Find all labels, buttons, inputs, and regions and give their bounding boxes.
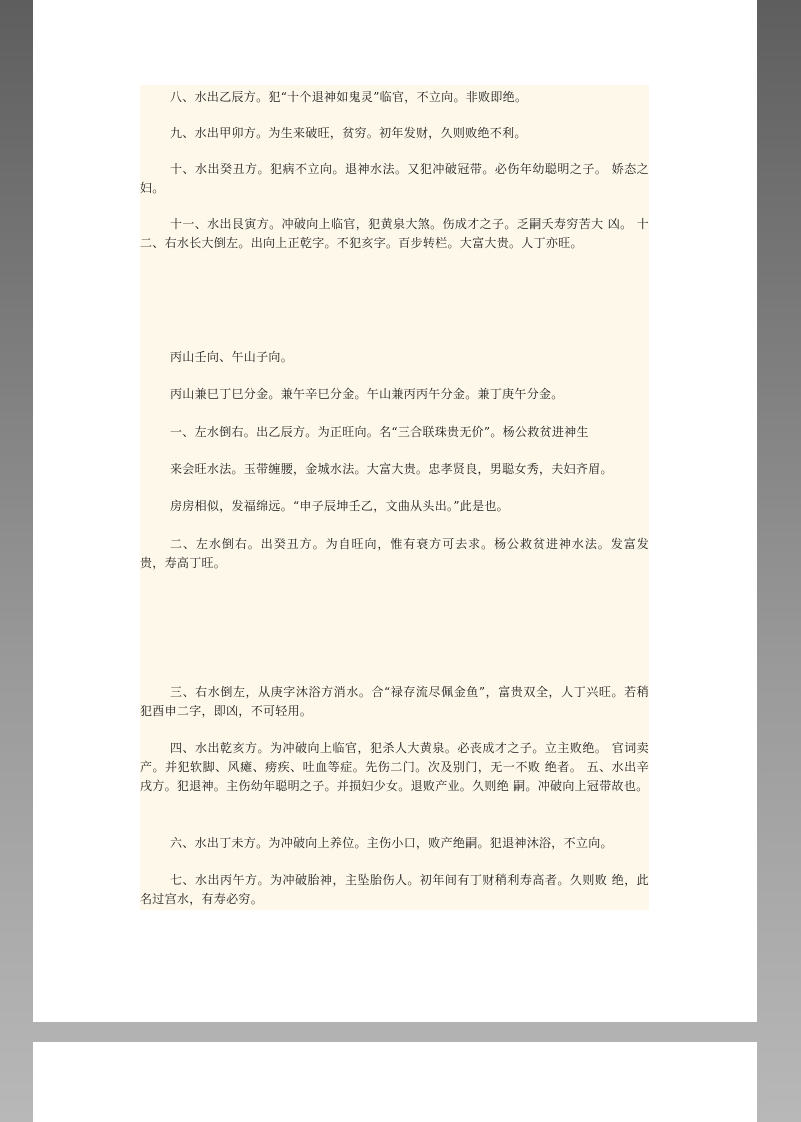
paragraph: 七、水出丙午方。为冲破胎神，主坠胎伤人。初年间有丁财稍利寿高者。久则败 绝，此名过宫水，有寿必穷。 (140, 873, 649, 906)
next-document-page (33, 1042, 757, 1122)
paragraph: 二、左水倒右。出癸丑方。为自旺向，惟有衰方可去求。杨公救贫进神水法。发富发贵，寿高丁旺。 (140, 537, 649, 570)
paragraph: 房房相似，发福绵远。“申子辰坤壬乙，文曲从头出。”此是也。 (170, 499, 509, 513)
paragraph: 十、水出癸丑方。犯病不立向。退神水法。又犯冲破冠带。必伤年幼聪明之子。 娇态之妇。 (140, 162, 649, 195)
paragraph: 九、水出甲卯方。为生来破旺，贫穷。初年发财，久则败绝不利。 (170, 126, 527, 140)
paragraph: 八、水出乙辰方。犯“十个退神如鬼灵”临官，不立向。非败即绝。 (170, 90, 528, 104)
paragraph: 一、左水倒右。出乙辰方。为正旺向。名“三合联珠贵无价”。杨公救贫进神生 (170, 425, 589, 439)
document-page (33, 0, 757, 1022)
paragraph: 十一、水出艮寅方。冲破向上临官，犯黄泉大煞。伤成才之子。乏嗣夭寿穷苦大 凶。 十二、右水长大倒左。出向上正乾字。不犯亥字。百步转栏。大富大贵。人丁亦旺。 (140, 217, 649, 250)
paragraph: 丙山兼巳丁巳分金。兼午辛巳分金。午山兼丙丙午分金。兼丁庚午分金。 (170, 387, 564, 401)
paragraph: 三、右水倒左，从庚字沐浴方消水。合“禄存流尽佩金鱼”，富贵双全，人丁兴旺。若稍犯酉申二字，即凶，不可轻用。 (140, 685, 649, 718)
paragraph: 丙山壬向、午山子向。 (170, 350, 294, 364)
scanned-text-block (140, 85, 649, 910)
paragraph: 来会旺水法。玉带缠腰，金城水法。大富大贵。忠孝贤良，男聪女秀，夫妇齐眉。 (170, 462, 613, 476)
paragraph: 四、水出乾亥方。为冲破向上临官，犯杀人大黄泉。必丧成才之子。立主败绝。 官词卖产。并犯软脚、风瘫、痨疾、吐血等症。先伤二门。次及别门，无一不败 绝者。 五、水出辛戌方。犯退神。主伤幼年聪明之子。并损妇少女。退败产业。久则绝 嗣。冲破向上冠带故也。 (140, 741, 649, 793)
paragraph: 六、水出丁未方。为冲破向上养位。主伤小口，败产绝嗣。犯退神沐浴，不立向。 (170, 836, 613, 850)
